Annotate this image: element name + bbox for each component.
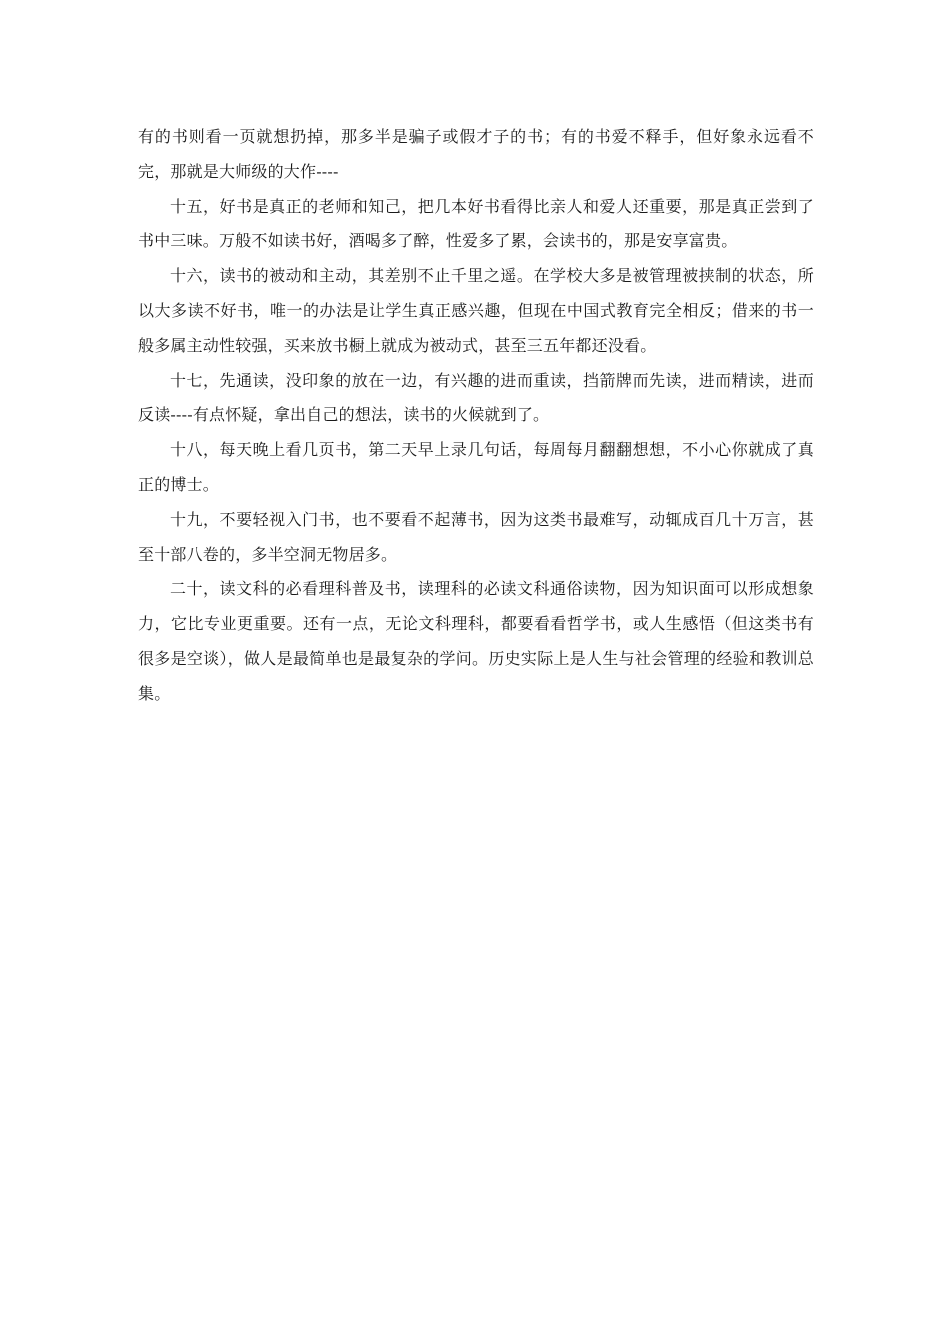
document-body [138, 120, 814, 712]
paragraph-twenty: 二十，读文科的必看理科普及书，读理科的必读文科通俗读物，因为知识面可以形成想象力，它比专业更重要。还有一点，无论文科理科，都要看看哲学书，或人生感悟（但这类书有很多是空谈），做人是最简单也是最复杂的学问。历史实际上是人生与社会管理的经验和教训总集。 [138, 579, 814, 703]
paragraph-sixteen: 十六，读书的被动和主动，其差别不止千里之遥。在学校大多是被管理被挟制的状态，所以大多读不好书，唯一的办法是让学生真正感兴趣，但现在中国式教育完全相反；借来的书一般多属主动性较强，买来放书橱上就成为被动式，甚至三五年都还没看。 [138, 266, 814, 355]
paragraph-nineteen: 十九，不要轻视入门书，也不要看不起薄书，因为这类书最难写，动辄成百几十万言，甚至十部八卷的，多半空洞无物居多。 [138, 509, 814, 564]
paragraph-eighteen: 十八，每天晚上看几页书，第二天早上录几句话，每周每月翻翻想想，不小心你就成了真正的博士。 [138, 440, 814, 494]
paragraph-seventeen: 十七，先通读，没印象的放在一边，有兴趣的进而重读，挡箭牌而先读，进而精读，进而反读----有点怀疑，拿出自己的想法，读书的火候就到了。 [138, 370, 814, 425]
paragraph-continuation: 有的书则看一页就想扔掉，那多半是骗子或假才子的书；有的书爱不释手，但好象永远看不完，那就是大师级的大作---- [138, 127, 814, 181]
paragraph-fifteen: 十五，好书是真正的老师和知己，把几本好书看得比亲人和爱人还重要，那是真正尝到了书中三味。万般不如读书好，酒喝多了醉，性爱多了累，会读书的，那是安享富贵。 [138, 196, 814, 251]
